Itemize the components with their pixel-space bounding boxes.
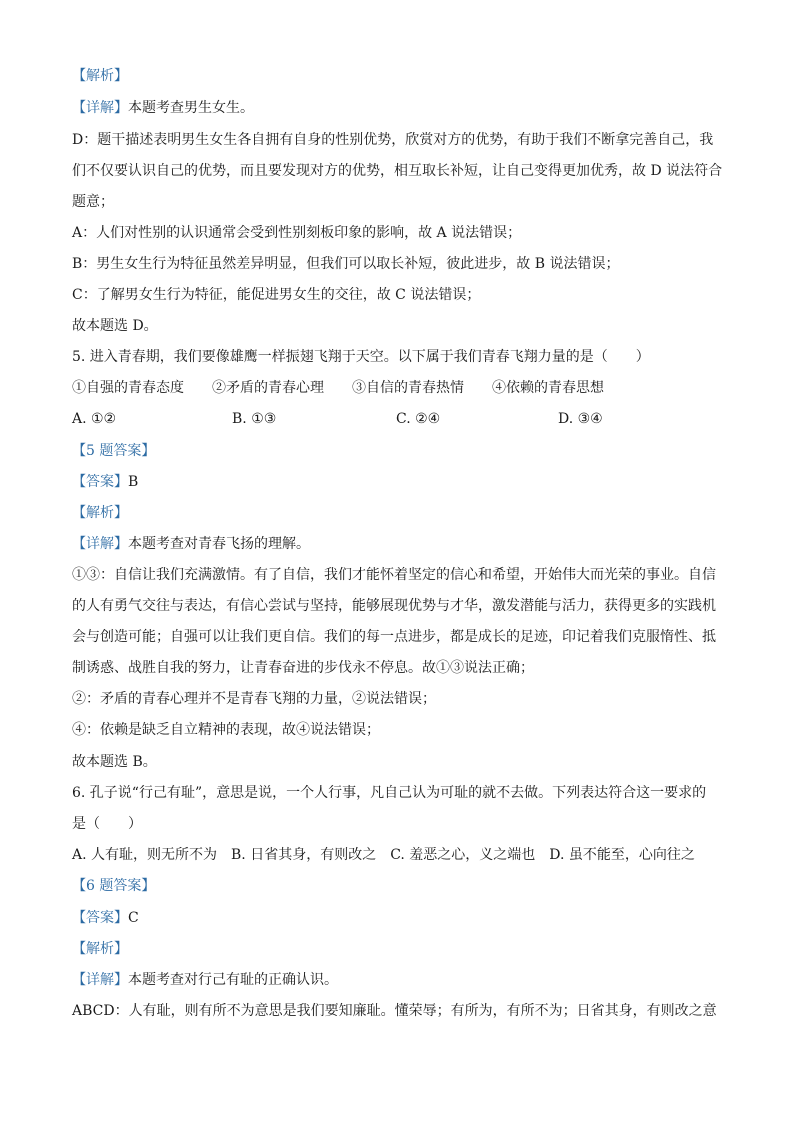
q6-answer-tag: 【答案】 [72, 910, 128, 926]
q5-option-d: D. ③④ [558, 411, 603, 427]
q4-detail-line [72, 98, 734, 118]
q4-d-para-line: 题意； [72, 194, 114, 210]
q6-detail-head: 本题考查对行己有耻的正确认识。 [128, 972, 338, 988]
q5-conclusion: 故本题选 B。 [72, 754, 157, 770]
q6-options: A. 人有耻，则无所不为 B. 日省其身，有则改之 C. 羞恶之心，义之端也 D. 虽不能至，心向往之 [72, 847, 695, 863]
q4-detail-tag: 【详解】 [72, 100, 128, 116]
q5-para-line: 会与创造可能；自强可以让我们更自信。我们的每一点进步，都是成长的足迹，印记着我们克服惰性、抵 [72, 629, 716, 645]
q4-analysis-tag: 【解析】 [72, 68, 128, 84]
q5-stem: 5. 进入青春期，我们要像雄鹰一样振翅飞翔于天空。以下属于我们青春飞翔力量的是（ ） [72, 349, 650, 365]
q6-answer-line [72, 908, 734, 928]
q4-conclusion: 故本题选 D。 [72, 318, 158, 334]
q5-answer-section: 【5 题答案】 [72, 443, 156, 459]
q5-answer-tag: 【答案】 [72, 474, 128, 490]
q5-option-b: B. ①③ [232, 411, 277, 427]
q5-para-line: 的人有勇气交往与表达，有信心尝试与坚持，能够展现优势与才华，激发潜能与活力，获得更多的实践机 [72, 598, 716, 614]
q4-d-para-line: 们不仅要认识自己的优势，而且要发现对方的优势，相互取长补短，让自己变得更加优秀，故 D 说法符合 [72, 163, 723, 179]
q5-para-line: 制诱惑、战胜自我的努力，让青春奋进的步伐永不停息。故①③说法正确； [72, 660, 534, 676]
q6-answer-value: C [128, 910, 139, 926]
q5-detail-line [72, 534, 734, 554]
q6-analysis-tag: 【解析】 [72, 941, 128, 957]
q5-items: ①自强的青春态度 ②矛盾的青春心理 ③自信的青春热情 ④依赖的青春思想 [72, 380, 604, 396]
q4-b-line: B：男生女生行为特征虽然差异明显，但我们可以取长补短，彼此进步，故 B 说法错误； [72, 256, 620, 272]
q4-detail-head: 本题考查男生女生。 [128, 100, 254, 116]
q6-stem-line: 6. 孔子说“行己有耻”，意思是说，一个人行事，凡自己认为可耻的就不去做。下列表达符合这一要求的 [72, 785, 707, 801]
q5-option-a: A. ①② [72, 411, 117, 427]
q4-a-line: A：人们对性别的认识通常会受到性别刻板印象的影响，故 A 说法错误； [72, 225, 522, 241]
q5-option-c: C. ②④ [396, 411, 441, 427]
q5-analysis-tag: 【解析】 [72, 505, 128, 521]
q6-stem-line: 是（ ） [72, 816, 142, 832]
q5-line-4: ④：依赖是缺乏自立精神的表现，故④说法错误； [72, 722, 380, 738]
q5-detail-tag: 【详解】 [72, 536, 128, 552]
q5-line-2: ②：矛盾的青春心理并不是青春飞翔的力量，②说法错误； [72, 691, 436, 707]
q5-answer-line [72, 472, 734, 492]
q6-detail-tag: 【详解】 [72, 972, 128, 988]
q4-c-line: C：了解男女生行为特征，能促进男女生的交往，故 C 说法错误； [72, 287, 481, 303]
q4-d-para-line: D：题干描述表明男生女生各自拥有自身的性别优势，欣赏对方的优势，有助于我们不断拿完善自己，我 [72, 132, 714, 148]
q5-para-line: ①③：自信让我们充满激情。有了自信，我们才能怀着坚定的信心和希望，开始伟大而光荣的事业。自信 [72, 567, 716, 583]
q6-detail-line [72, 970, 734, 990]
q5-detail-head: 本题考查对青春飞扬的理解。 [128, 536, 310, 552]
q6-answer-section: 【6 题答案】 [72, 878, 156, 894]
q5-answer-value: B [128, 474, 139, 490]
q6-abcd-line: ABCD：人有耻，则有所不为意思是我们要知廉耻。懂荣辱；有所为，有所不为；日省其身，有则改之意 [72, 1003, 717, 1019]
